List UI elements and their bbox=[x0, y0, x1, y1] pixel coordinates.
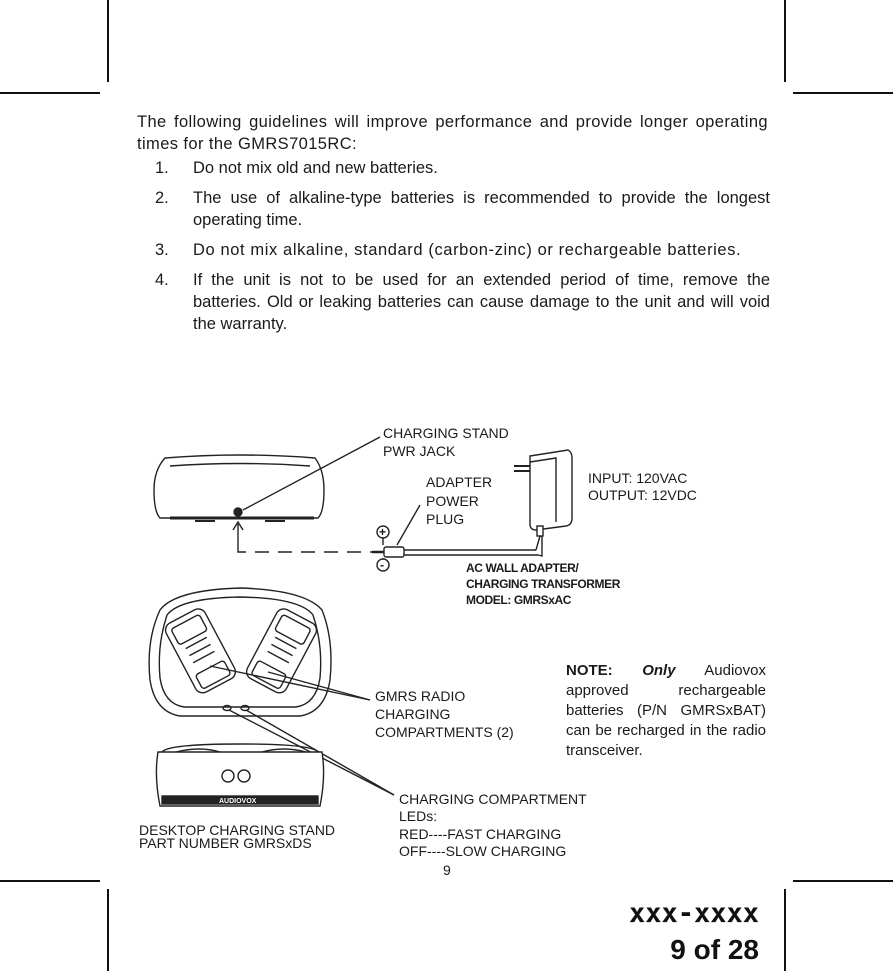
charging-stand-jack-label-1: CHARGING STAND bbox=[383, 425, 509, 441]
list-item: 4. If the unit is not to be used for an extended period of time, remove the batteries. Old or leaking batteries can cause damage to the unit and will void the warranty. bbox=[155, 271, 770, 333]
list-item: 3. Do not mix alkaline, standard (carbon-zinc) or rechargeable batteries. bbox=[155, 241, 742, 259]
intro-paragraph: The following guidelines will improve performance and provide longer operating times for the GMRS7015RC: bbox=[137, 113, 768, 153]
adapter-plug-label-1: ADAPTER bbox=[426, 474, 493, 490]
adapter-plug-label-2: POWER bbox=[426, 493, 479, 509]
desktop-stand-label-2: PART NUMBER GMRSxDS bbox=[139, 835, 312, 851]
adapter-output-rating: OUTPUT: 12VDC bbox=[588, 487, 697, 503]
list-item: 2. The use of alkaline-type batteries is recommended to provide the longest operating time. bbox=[155, 189, 770, 229]
leds-label-2: LEDs: bbox=[399, 808, 438, 824]
page-count: 9 of 28 bbox=[670, 934, 759, 965]
plus-sign: + bbox=[379, 525, 387, 539]
ac-adapter-label-2: CHARGING TRANSFORMER bbox=[466, 577, 620, 591]
minus-sign: - bbox=[380, 558, 384, 572]
note-emphasis: Only bbox=[642, 662, 676, 679]
compartments-label-2: CHARGING bbox=[375, 706, 451, 722]
leds-label-1: CHARGING COMPARTMENT bbox=[399, 791, 587, 807]
ac-adapter-label-1: AC WALL ADAPTER/ bbox=[466, 561, 579, 575]
brand-logo-text: AUDIOVOX bbox=[219, 798, 257, 805]
compartments-label-3: COMPARTMENTS (2) bbox=[375, 724, 514, 740]
leds-label-3: RED----FAST CHARGING bbox=[399, 826, 562, 842]
charging-stand-jack-label-2: PWR JACK bbox=[383, 443, 456, 459]
adapter-input-rating: INPUT: 120VAC bbox=[588, 470, 688, 486]
adapter-plug-label-3: PLUG bbox=[426, 511, 465, 527]
wall-adapter bbox=[514, 450, 572, 536]
compartments-label-1: GMRS RADIO bbox=[375, 688, 466, 704]
desktop-stand-label-1: DESKTOP CHARGING STAND bbox=[139, 822, 336, 838]
desktop-stand-front-view bbox=[156, 744, 323, 806]
charging-stand-side-view bbox=[154, 437, 380, 552]
document-id: xxx-xxxx bbox=[628, 898, 759, 929]
page-number: 9 bbox=[443, 862, 451, 878]
battery-note bbox=[566, 661, 766, 761]
note-text: Audiovox approved rechargeable batteries (P/N GMRSxBAT) can be recharged in the radio transceiver. bbox=[566, 662, 766, 759]
ac-adapter-label-3: MODEL: GMRSxAC bbox=[466, 593, 572, 607]
leds-label-4: OFF----SLOW CHARGING bbox=[399, 843, 567, 859]
note-prefix: NOTE: bbox=[566, 662, 613, 679]
list-item: 1. Do not mix old and new batteries. bbox=[155, 159, 438, 177]
